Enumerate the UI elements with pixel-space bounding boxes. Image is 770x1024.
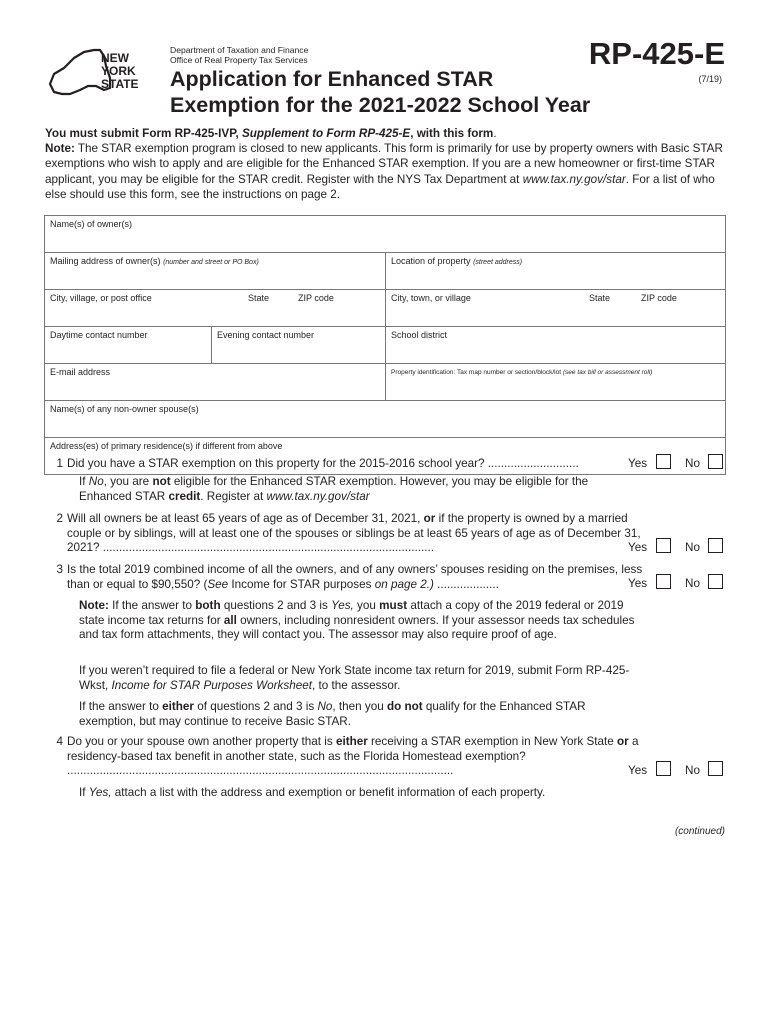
- q3-note3-b: of questions 2 and 3 is: [193, 700, 318, 713]
- q3-no-label: No: [685, 577, 700, 590]
- owner-names-field[interactable]: [45, 216, 726, 253]
- mailing-address-label: Mailing address of owner(s): [50, 256, 161, 266]
- logo-text-york: YORK: [101, 64, 136, 78]
- q3-note3-donot: do not: [386, 700, 423, 713]
- q2-text-or: or: [423, 512, 436, 525]
- q2-no-label: No: [685, 541, 700, 554]
- q3-yes-label: Yes: [628, 577, 648, 590]
- note-label: Note:: [45, 142, 75, 156]
- must-submit-prefix: You must submit Form RP-425-IVP,: [45, 127, 242, 140]
- owner-names-label: Name(s) of owner(s): [50, 219, 133, 229]
- note-url-link[interactable]: www.tax.ny.gov/star: [522, 172, 626, 186]
- form-title-line-2: Exemption for the 2021-2022 School Year: [170, 93, 591, 117]
- city-state-zip-field[interactable]: [45, 290, 386, 327]
- continued-label: (continued): [674, 826, 725, 837]
- q3-note1-must: must: [379, 599, 408, 612]
- question-1-text: Did you have a STAR exemption on this property for the 2015-2016 school year? ............................: [67, 457, 579, 470]
- evening-phone-field[interactable]: [212, 327, 386, 364]
- property-location-label: Location of property: [391, 256, 471, 266]
- q1-yes-label: Yes: [628, 457, 648, 470]
- q3-note3-either: either: [162, 700, 194, 713]
- q3-note1-all: all: [223, 613, 237, 627]
- zip-label-1: ZIP code: [298, 293, 334, 303]
- property-id-hint: (see tax bill or assessment roll): [562, 369, 653, 376]
- q3-text-b: Income for STAR purposes: [228, 577, 375, 591]
- question-3-note-1: [79, 599, 639, 643]
- q1-followup-b: , you are: [103, 475, 153, 488]
- q3-no-checkbox[interactable]: [708, 574, 723, 589]
- note-end: . For a list of who else should use this form, see the instructions on page 2.: [45, 172, 715, 201]
- property-location-hint: (street address): [473, 259, 523, 266]
- department-line-2: Office of Real Property Tax Services: [170, 55, 308, 65]
- question-4-followup: [79, 786, 639, 801]
- q3-note1-e: owners, including nonresident owners. If your assessor needs tax schedules and tax form attachments, they will contact you. The assessor may also require proof of age.: [79, 613, 635, 641]
- q1-followup-credit: credit: [168, 489, 201, 503]
- ny-state-outline-icon: [44, 44, 148, 102]
- q1-followup-url-link[interactable]: www.tax.ny.gov/star: [266, 489, 370, 503]
- q1-no-label: No: [685, 457, 700, 470]
- q4-text-b: receiving a STAR exemption in New York State: [367, 735, 618, 748]
- q3-text-dots: ...................: [433, 577, 499, 591]
- property-id-field[interactable]: [386, 364, 726, 401]
- q1-yes-checkbox[interactable]: [656, 454, 671, 469]
- question-4: [45, 735, 648, 779]
- form-title: [170, 66, 590, 118]
- q4-text-or: or: [617, 735, 629, 748]
- q2-text-b: if the property is owned by a married couple or by siblings, will at least one of the spouses or siblings be at least 65 years of age as of December 31, 2021? ......................................................................................................: [67, 512, 641, 554]
- q3-note1-label: Note:: [79, 599, 109, 612]
- q3-note1-d: attach a copy of the 2019 federal or 2019 state income tax returns for: [79, 599, 624, 627]
- q1-followup-d: . Register at: [200, 489, 267, 503]
- q3-note3-d: qualify for the Enhanced STAR exemption, but may continue to receive Basic STAR.: [79, 700, 586, 728]
- q3-note1-yes: Yes,: [331, 599, 354, 612]
- note-text: The STAR exemption program is closed to new applicants. This form is primarily for use by property owners with Basic STAR exemptions who wish to apply and are eligible for the Enhanced STAR exemption. If you are a new homeowner or first-time STAR applicant, you may be eligible for the STAR credit. Register with the NYS Tax Department at: [45, 142, 723, 186]
- mailing-address-hint: (number and street or PO Box): [163, 259, 259, 266]
- question-2: [45, 512, 648, 556]
- q3-note3-c: , then you: [332, 700, 387, 713]
- zip-label-2: ZIP code: [641, 293, 677, 303]
- q4-followup-b: attach a list with the address and exemption or benefit information of each property.: [111, 786, 546, 799]
- q3-yes-checkbox[interactable]: [656, 574, 671, 589]
- question-3: [45, 563, 648, 592]
- q4-text-c: a residency-based tax benefit in another state, such as the Florida Homestead exemption? .......................................................................................................................: [67, 735, 639, 777]
- q2-yes-label: Yes: [628, 541, 648, 554]
- must-submit-suffix: , with this form: [410, 127, 494, 140]
- q4-text-either: either: [335, 735, 368, 748]
- state-label-1: State: [248, 293, 270, 303]
- logo-text-new: NEW: [101, 51, 129, 65]
- q1-no-checkbox[interactable]: [708, 454, 723, 469]
- spouse-names-label: Name(s) of any non-owner spouse(s): [50, 404, 199, 414]
- question-3-note-3: [79, 700, 639, 729]
- q3-note2-a: If you weren’t required to file a federal or New York State income tax return for 2019, submit Form RP-425-Wkst,: [79, 664, 630, 692]
- question-1-followup: [79, 475, 639, 504]
- question-1-number: 1: [56, 457, 63, 470]
- question-1: [45, 457, 648, 472]
- city-post-office-label: City, village, or post office: [50, 293, 152, 303]
- q3-note1-a: If the answer to: [108, 599, 196, 612]
- logo-text-state: STATE: [101, 77, 139, 91]
- q3-note1-both: both: [195, 599, 221, 612]
- state-label-2: State: [589, 293, 611, 303]
- question-3-number: 3: [56, 563, 63, 576]
- question-2-number: 2: [56, 512, 63, 525]
- q4-no-checkbox[interactable]: [708, 761, 723, 776]
- q3-note2-italic: Income for STAR Purposes Worksheet: [111, 678, 312, 692]
- daytime-phone-field[interactable]: [45, 327, 212, 364]
- q3-note3-no: No: [317, 700, 333, 713]
- q4-yes-checkbox[interactable]: [656, 761, 671, 776]
- form-number: RP-425-E: [588, 36, 725, 71]
- q4-followup-a: If: [79, 786, 89, 799]
- must-submit-italic: Supplement to Form RP-425-E: [242, 127, 411, 140]
- intro-paragraph: [45, 126, 735, 202]
- question-4-number: 4: [56, 735, 63, 748]
- department-heading: [170, 45, 308, 65]
- form-title-line-1: Application for Enhanced STAR: [170, 67, 494, 91]
- q3-text-see: See: [207, 577, 229, 591]
- property-id-label: Property identification: Tax map number or section/block/lot: [391, 369, 562, 376]
- q3-text-a: Is the total 2019 combined income of all the owners, and of any owners’ spouses residing on the premises, less than or equal to $90,550? (: [67, 563, 643, 591]
- q3-note3-a: If the answer to: [79, 700, 163, 713]
- q4-followup-yes: Yes,: [88, 786, 112, 799]
- q3-note1-c: you: [353, 599, 380, 612]
- city-town-label: City, town, or village: [391, 293, 471, 303]
- spouse-names-field[interactable]: [45, 401, 726, 438]
- q1-followup-a: If: [79, 475, 89, 488]
- city-town-state-zip-field[interactable]: [386, 290, 726, 327]
- q4-text-a: Do you or your spouse own another property that is: [67, 735, 336, 748]
- owner-information-table: [44, 215, 726, 475]
- evening-phone-label: Evening contact number: [217, 330, 315, 340]
- email-field[interactable]: [45, 364, 386, 401]
- q3-text-page: on page 2.): [374, 577, 434, 591]
- email-label: E-mail address: [50, 367, 111, 377]
- must-submit-end: .: [493, 127, 497, 140]
- q4-no-label: No: [685, 764, 700, 777]
- q2-yes-checkbox[interactable]: [656, 538, 671, 553]
- property-location-field[interactable]: [386, 253, 726, 290]
- q1-followup-c: eligible for the Enhanced STAR exemption. However, you may be eligible for the Enhanced STAR: [79, 475, 589, 503]
- q2-no-checkbox[interactable]: [708, 538, 723, 553]
- ny-state-logo: [44, 44, 148, 102]
- school-district-field[interactable]: [386, 327, 726, 364]
- q4-yes-label: Yes: [628, 764, 648, 777]
- school-district-label: School district: [391, 330, 448, 340]
- department-line-1: Department of Taxation and Finance: [170, 45, 309, 55]
- q1-followup-not: not: [152, 475, 171, 488]
- primary-residence-label: Address(es) of primary residence(s) if different from above: [50, 441, 283, 451]
- q3-note2-b: , to the assessor.: [311, 678, 401, 692]
- mailing-address-field[interactable]: [45, 253, 386, 290]
- q1-followup-no: No: [88, 475, 104, 488]
- q3-note1-b: questions 2 and 3 is: [220, 599, 332, 612]
- form-revision: (7/19): [698, 74, 722, 84]
- daytime-phone-label: Daytime contact number: [50, 330, 148, 340]
- q2-text-a: Will all owners be at least 65 years of age as of December 31, 2021,: [67, 512, 424, 525]
- question-3-note-2: [79, 664, 639, 693]
